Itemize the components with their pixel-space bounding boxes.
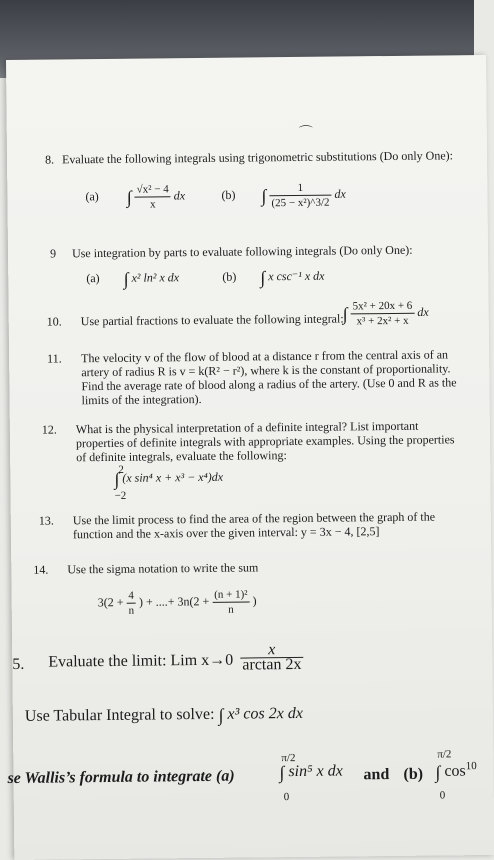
q12-upper-limit: 2 [118,463,124,476]
q9-part-b [222,267,325,288]
q10-numerator: 5x² + 20x + 6 [350,299,414,315]
q14-f1-numerator: 4 [126,589,136,604]
integral-sign-icon: ∫ [218,705,224,726]
q16-label: Use Tabular Integral to solve: [24,705,215,725]
q9-a-label: (a) [86,271,100,286]
q11-line-3: Find the average rate of blood along a radius of the artery. (Use 0 and R as the [81,375,457,394]
q15-denominator: arctan 2x [242,655,302,674]
exam-paper [6,55,494,860]
q8-a-fraction [135,182,171,211]
q15-fraction [240,643,303,673]
q12-integral [114,469,224,490]
q8-number: 8. [44,152,55,167]
q10-denominator: x³ + 2x² + x [356,314,409,328]
q17-a-lower: 0 [283,791,290,804]
q9-b-label: (b) [222,269,237,284]
q10-text: Use partial fractions to evaluate the following integral: [80,311,344,329]
q13-line-1: Use the limit process to find the area of the region between the graph of the [72,509,436,528]
q14-middle: ) + ....+ 3n(2 + [138,594,210,609]
q8-a-dx: dx [173,188,186,203]
q8-a-numerator: √x² − 4 [135,182,171,197]
q8-b-label: (b) [221,187,236,203]
q14-f1-denominator: n [128,604,135,617]
q12-expression: (x sin⁴ x + x³ − x⁴)dx [122,469,224,485]
q13-number: 13. [38,513,54,528]
q11-line-2: artery of radius R is v = k(R² − r²), where k is the constant of proportionality. [81,361,451,380]
q16-expression: x³ cos 2x dx [227,704,303,723]
q17-a-integral [279,762,343,783]
q13-line-2: function and the x-axis over the given interval: y = 3x − 4, [2,5] [72,524,380,542]
q10-number: 10. [46,314,62,329]
q8-part-b [221,180,346,210]
q17-label: se Wallis’s formula to integrate (a) [7,767,235,788]
integral-sign-icon: ∫ [114,469,120,490]
q11-line-4: limits of the integration). [81,391,202,408]
q14-f2-numerator: (n + 1)² [212,587,249,602]
q8-b-dx: dx [334,186,346,201]
q10-dx: dx [417,304,429,319]
q12-number: 12. [41,422,57,437]
q16-text [24,704,303,726]
q9-b-expression: x csc⁻¹ x dx [268,268,325,284]
q17-b-expression: cos [444,762,466,780]
q14-f2-denominator: n [228,603,234,616]
q17-text [7,767,235,788]
integral-sign-icon: ∫ [279,762,285,783]
q17-b-power: 10 [465,760,477,773]
q8-b-fraction [269,181,331,211]
integral-sign-icon: ∫ [342,303,348,324]
integral-sign-icon: ∫ [123,268,129,290]
q8-b-denominator: (25 − x²)^3/2 [271,196,330,210]
q15-numerator: x [240,643,303,659]
pen-mark: ⌒ [298,125,313,141]
integral-sign-icon: ∫ [260,267,266,288]
q14-number: 14. [33,562,49,577]
q17-a-expression: sin⁵ x dx [288,762,343,781]
q11-number: 11. [47,351,62,366]
q15-text: Evaluate the limit: Lim x→0 [48,651,234,671]
q10-fraction [350,299,414,329]
q8-b-numerator: 1 [269,181,331,197]
q17-b-lower: 0 [439,789,446,802]
q10-integral [343,299,429,329]
q14-fraction-2 [212,587,250,616]
q12-line-1: What is the physical interpretation of a definite integral? List important [75,418,419,437]
q14-right: ) [252,593,257,608]
q8-part-a [85,182,185,212]
q8-a-denominator: x [149,198,156,211]
q8-text: Evaluate the following integrals using trigonometric substitutions (Do only One): [61,148,454,167]
q17-b-label: (b) [403,765,424,783]
q15-number: 5. [12,655,25,673]
q15-fraction-wrap [240,643,303,673]
q14-text: Use the sigma notation to write the sum [67,560,259,577]
q12-lower-limit: −2 [114,489,127,502]
q9-text: Use integration by parts to evaluate following integrals (Do only One): [71,242,413,261]
integral-sign-icon: ∫ [261,185,267,206]
integral-sign-icon: ∫ [435,762,441,783]
q14-fraction-1 [126,589,136,618]
integral-sign-icon: ∫ [126,187,132,208]
q9-a-expression: x² ln² x dx [131,270,180,285]
q14-sum [98,587,257,618]
q14-left: 3(2 + [97,595,124,610]
q9-number: 9 [49,246,57,261]
q12-line-3: of definite integrals, evaluate the following: [76,448,287,465]
q17-a-upper: π/2 [281,752,296,765]
q8-a-label: (a) [85,189,99,204]
q11-line-1: The velocity v of the flow of blood at a distance r from the central axis of an [81,347,449,366]
q17-and: and [363,766,390,784]
q17-b-integral [435,759,477,783]
q17-b-upper: π/2 [437,748,452,761]
q9-part-a [86,268,180,290]
q12-line-2: properties of definite integrals with appropriate examples. Using the properties [75,432,455,451]
